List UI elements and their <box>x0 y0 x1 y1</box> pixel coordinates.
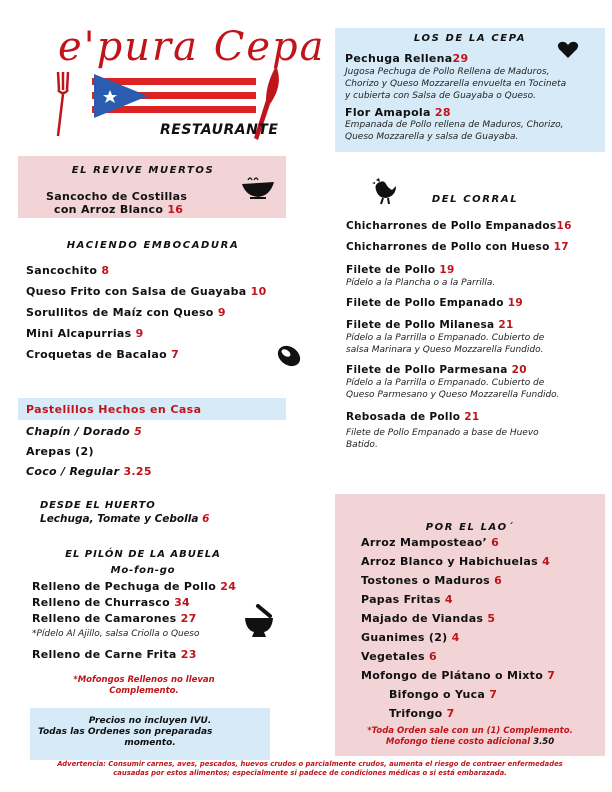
list-item: Majado de Viandas 5 <box>361 612 496 625</box>
list-item: Papas Fritas 4 <box>361 593 453 606</box>
sancocho-item-line2 <box>54 203 183 216</box>
list-item: Sorullitos de Maíz con Queso 9 <box>26 306 226 319</box>
item-desc: Pídelo a la Parrilla o Empanado. Cubierto de Queso Parmesano y Queso Mozzarella Fundido. <box>346 378 560 400</box>
huerto-title: DESDE EL HUERTO <box>40 500 156 511</box>
section-title-revive: EL REVIVE MUERTOS <box>71 165 215 176</box>
chicken-icon <box>370 176 400 206</box>
logo <box>50 22 326 144</box>
section-title-corral: DEL CORRAL <box>431 194 519 205</box>
mortar-pestle-icon <box>242 604 276 640</box>
list-item: Filete de Pollo 19 <box>346 264 455 276</box>
embocadura-list <box>26 264 267 369</box>
flor-amapola-item: Flor Amapola 28 <box>345 106 451 119</box>
mofongo-subtitle: Mo-fon-go <box>110 565 176 576</box>
heart-icon <box>557 40 579 60</box>
item-name-line1: Sancocho de Costillas <box>46 190 188 203</box>
list-item: Mini Alcapurrias 9 <box>26 327 144 340</box>
list-item: Filete de Pollo Empanado 19 <box>346 297 523 309</box>
sancocho-item <box>46 190 187 203</box>
item-desc: Pídelo a la Plancha o a la Parrilla. <box>346 278 496 288</box>
list-item: Relleno de Pechuga de Pollo 24 <box>32 580 237 593</box>
flor-amapola-desc: Empanada de Pollo rellena de Maduros, Chorizo, Queso Mozzarella y salsa de Guayaba. <box>345 120 564 142</box>
chapin-item: Chapín / Dorado 5 <box>26 425 143 438</box>
prices-note: Precios no incluyen IVU. Todas las Ordenes son preparadas momento. <box>38 716 213 748</box>
arepas-item: Arepas (2) <box>26 445 94 458</box>
pilon-note: *Pídelo Al Ajillo, salsa Criolla o Queso <box>32 629 200 639</box>
section-title-lao: POR EL LAO´ <box>425 522 515 533</box>
item-price: 16 <box>167 203 184 216</box>
section-title-embocadura: HACIENDO EMBOCADURA <box>66 240 240 251</box>
list-item: Guanimes (2) 4 <box>361 631 460 644</box>
huerto-section <box>40 500 209 525</box>
list-item: Bifongo o Yuca 7 <box>389 688 498 701</box>
croquette-icon <box>274 342 304 370</box>
item-desc: Filete de Pollo Empanado a base de Huevo Batido. <box>346 428 539 450</box>
list-item: Chicharrones de Pollo Empanados16 <box>346 220 572 232</box>
pechuga-rellena-desc: Jugosa Pechuga de Pollo Rellena de Maduros, Chorizo y Queso Mozzarella envuelta en Tocineta y cubierta con Salsa de Guayaba o Queso. <box>345 67 567 101</box>
list-item: Arroz Blanco y Habichuelas 4 <box>361 555 551 568</box>
section-title-cepa: LOS DE LA CEPA <box>413 33 527 44</box>
pechuga-rellena-item: Pechuga Rellena29 <box>345 52 469 65</box>
pastelillos-header <box>18 398 286 420</box>
list-item: Relleno de Churrasco 34 <box>32 596 191 609</box>
soup-bowl-icon <box>240 176 276 200</box>
lao-list <box>361 536 555 726</box>
lao-footnote: *Toda Orden sale con un (1) Complemento. Mofongo tiene costo adicional 3.50 <box>367 726 573 747</box>
corral-list <box>346 220 586 451</box>
list-item: Croquetas de Bacalao 7 <box>26 348 180 361</box>
brand-name: e'pura Cepa <box>58 24 326 70</box>
list-item: Mofongo de Plátano o Mixto 7 <box>361 669 556 682</box>
cepa-section <box>335 28 605 152</box>
huerto-item: Lechuga, Tomate y Cebolla 6 <box>40 513 210 525</box>
coco-item: Coco / Regular 3.25 <box>26 465 152 478</box>
fork-icon <box>52 70 82 140</box>
item-desc: Pídelo a la Parrilla o Empanado. Cubierto de salsa Marinara y Queso Mozzarella Fundido. <box>346 333 545 355</box>
list-item: Rebosada de Pollo 21 <box>346 411 480 423</box>
list-item: Tostones o Maduros 6 <box>361 574 503 587</box>
list-item: Vegetales 6 <box>361 650 437 663</box>
list-item: Relleno de Camarones 27 <box>32 612 197 625</box>
list-item: Sancochito 8 <box>26 264 110 277</box>
mofongo-footnote: *Mofongos Rellenos no llevan Complemento. <box>73 675 215 696</box>
restaurant-label: RESTAURANTE <box>160 122 279 138</box>
list-item: Filete de Pollo Milanesa 21 <box>346 319 514 331</box>
health-warning: Advertencia: Consumir carnes, aves, pescados, huevos crudos o parcialmente crudos, aumenta el riesgo de contraer enfermedades causadas por estos alimentos; especialmente si padece de condiciones médicas o si está embarazada. <box>57 760 563 777</box>
list-item: Relleno de Carne Frita 23 <box>32 648 197 661</box>
list-item: Chicharrones de Pollo con Hueso 17 <box>346 241 569 253</box>
pastelillos-title: Pastelillos Hechos en Casa <box>26 403 202 416</box>
list-item: Filete de Pollo Parmesana 20 <box>346 364 527 376</box>
item-name-line2: con Arroz Blanco <box>54 203 164 216</box>
list-item: Trifongo 7 <box>389 707 455 720</box>
puerto-rico-flag-icon <box>86 70 261 120</box>
prices-note-box <box>30 708 270 760</box>
pilon-list <box>32 580 236 661</box>
list-item: Arroz Mamposteao’ 6 <box>361 536 500 549</box>
list-item: Queso Frito con Salsa de Guayaba 10 <box>26 285 267 298</box>
revive-section <box>18 156 286 218</box>
section-title-pilon: EL PILÓN DE LA ABUELA <box>65 549 221 560</box>
lao-section <box>335 494 605 756</box>
